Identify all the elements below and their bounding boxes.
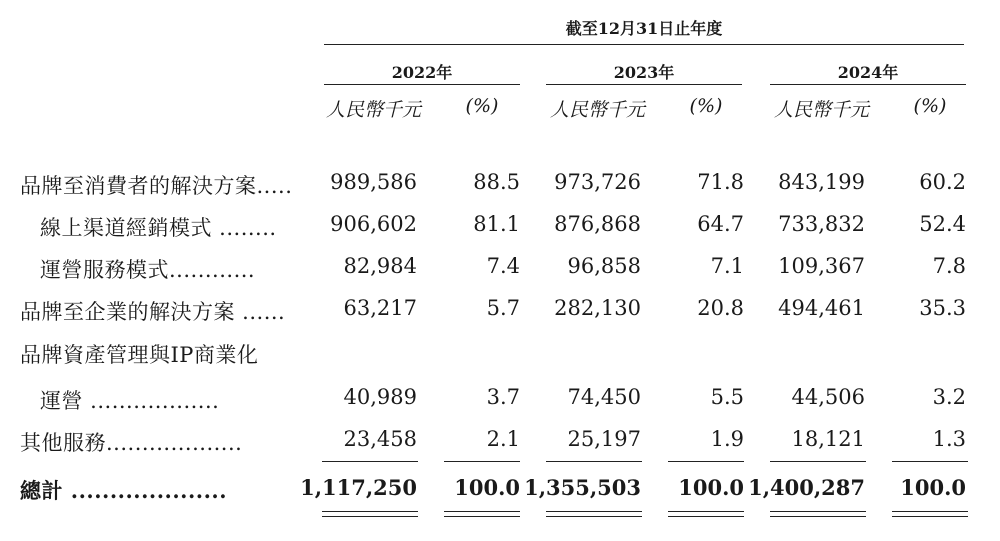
cell-other-2023-value: 25,197 xyxy=(567,427,641,451)
cell-ip-2024-value: 44,506 xyxy=(791,385,865,409)
year-2024-header: 2024年 xyxy=(837,63,899,82)
cell-total-2022-value: 1,117,250 xyxy=(300,475,417,500)
cell-total-2023-pct: 100.0 xyxy=(678,475,744,500)
total-double-rule-2022-value-a xyxy=(322,511,418,512)
subtotal-rule-2023-value xyxy=(546,461,642,462)
cell-total-2024-value: 1,400,287 xyxy=(748,475,865,500)
cell-b2c-2022-pct: 88.5 xyxy=(473,170,520,194)
cell-other-2023-pct: 1.9 xyxy=(710,427,744,451)
pct-2022: (%) xyxy=(465,95,499,117)
unit-2022: 人民幣千元 xyxy=(326,99,422,121)
cell-ip-2022-pct: 3.7 xyxy=(486,385,520,409)
cell-other-2022-value: 23,458 xyxy=(343,427,417,451)
cell-ops-2023-value: 96,858 xyxy=(567,254,641,278)
cell-b2b-2022-value: 63,217 xyxy=(343,296,417,320)
year-2024-rule xyxy=(770,84,966,85)
cell-other-2024-pct: 1.3 xyxy=(932,427,966,451)
cell-ip-2024-pct: 3.2 xyxy=(932,385,966,409)
cell-ops-2023-pct: 7.1 xyxy=(710,254,744,278)
total-double-rule-2022-pct-a xyxy=(444,511,520,512)
cell-total-2022-pct: 100.0 xyxy=(454,475,520,500)
cell-b2b-2022-pct: 5.7 xyxy=(486,296,520,320)
cell-b2c-2023-value: 973,726 xyxy=(554,170,641,194)
row-label-brand-ip-cont: 運營 .................. xyxy=(40,389,220,413)
total-double-rule-2022-pct-b xyxy=(444,516,520,517)
cell-b2b-2023-value: 282,130 xyxy=(554,296,641,320)
subtotal-rule-2023-pct xyxy=(668,461,744,462)
period-rule xyxy=(324,44,964,45)
cell-online-2022-pct: 81.1 xyxy=(473,212,520,236)
cell-ops-2024-pct: 7.8 xyxy=(932,254,966,278)
pct-2023: (%) xyxy=(689,95,723,117)
cell-total-2023-value: 1,355,503 xyxy=(524,475,641,500)
cell-other-2024-value: 18,121 xyxy=(791,427,865,451)
cell-online-2024-value: 733,832 xyxy=(778,212,865,236)
cell-b2b-2024-pct: 35.3 xyxy=(919,296,966,320)
row-label-brand-ip: 品牌資產管理與IP商業化 xyxy=(20,343,259,367)
cell-online-2022-value: 906,602 xyxy=(330,212,417,236)
total-double-rule-2024-pct-b xyxy=(892,516,968,517)
total-double-rule-2023-pct-a xyxy=(668,511,744,512)
subtotal-rule-2022-value xyxy=(322,461,418,462)
unit-2024: 人民幣千元 xyxy=(774,99,870,121)
cell-b2c-2024-value: 843,199 xyxy=(778,170,865,194)
total-double-rule-2024-value-a xyxy=(770,511,866,512)
total-double-rule-2024-value-b xyxy=(770,516,866,517)
unit-2023: 人民幣千元 xyxy=(550,99,646,121)
cell-total-2024-pct: 100.0 xyxy=(900,475,966,500)
cell-ops-2022-value: 82,984 xyxy=(343,254,417,278)
cell-b2c-2022-value: 989,586 xyxy=(330,170,417,194)
row-label-operation-service: 運營服務模式............ xyxy=(40,258,256,282)
subtotal-rule-2022-pct xyxy=(444,461,520,462)
cell-ip-2022-value: 40,989 xyxy=(343,385,417,409)
pct-2024: (%) xyxy=(913,95,947,117)
row-label-other-services: 其他服務................... xyxy=(20,431,243,455)
year-2023-header: 2023年 xyxy=(613,63,675,82)
year-2022-rule xyxy=(324,84,520,85)
row-label-b2b: 品牌至企業的解決方案 ...... xyxy=(20,300,286,324)
total-double-rule-2023-value-a xyxy=(546,511,642,512)
row-label-online-distribution: 線上渠道經銷模式 ........ xyxy=(40,216,277,240)
cell-b2c-2023-pct: 71.8 xyxy=(697,170,744,194)
row-label-total: 總計 .................... xyxy=(20,478,228,503)
cell-b2b-2023-pct: 20.8 xyxy=(697,296,744,320)
cell-online-2023-value: 876,868 xyxy=(554,212,641,236)
cell-ops-2022-pct: 7.4 xyxy=(486,254,520,278)
cell-other-2022-pct: 2.1 xyxy=(486,427,520,451)
cell-b2c-2024-pct: 60.2 xyxy=(919,170,966,194)
total-double-rule-2022-value-b xyxy=(322,516,418,517)
subtotal-rule-2024-pct xyxy=(892,461,968,462)
period-header: 截至12月31日止年度 xyxy=(565,19,723,38)
total-double-rule-2023-pct-b xyxy=(668,516,744,517)
cell-online-2023-pct: 64.7 xyxy=(697,212,744,236)
cell-b2b-2024-value: 494,461 xyxy=(778,296,865,320)
subtotal-rule-2024-value xyxy=(770,461,866,462)
cell-ops-2024-value: 109,367 xyxy=(778,254,865,278)
cell-ip-2023-value: 74,450 xyxy=(567,385,641,409)
cell-online-2024-pct: 52.4 xyxy=(919,212,966,236)
cell-ip-2023-pct: 5.5 xyxy=(710,385,744,409)
row-label-b2c: 品牌至消費者的解決方案..... xyxy=(20,174,293,198)
total-double-rule-2024-pct-a xyxy=(892,511,968,512)
year-2023-rule xyxy=(546,84,742,85)
year-2022-header: 2022年 xyxy=(391,63,453,82)
total-double-rule-2023-value-b xyxy=(546,516,642,517)
